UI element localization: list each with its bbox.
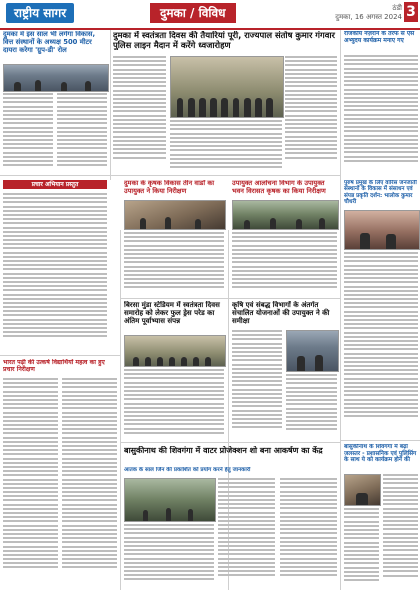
story-body-text <box>344 55 418 175</box>
story-photo <box>344 210 420 250</box>
story-body-text <box>124 369 224 439</box>
story-body-text <box>113 56 166 171</box>
paper-name: राष्ट्रीय सागर <box>6 3 74 23</box>
story-photo <box>344 474 381 506</box>
story-body-text <box>286 374 337 438</box>
story-photo <box>232 200 339 230</box>
story-body-text <box>285 56 337 171</box>
story-photo <box>124 200 226 230</box>
story-photo <box>124 335 226 367</box>
story-headline: उपायुक्त आलोचना विभाग के उपायुक्त भवन विरासत कृषक का किया निरीक्षण <box>232 180 326 195</box>
story-headline: कृषि एवं संबद्ध विभागों के अंतर्गत संचालित योजनाओं की उपायुक्त ने की समीक्षा <box>232 301 330 326</box>
story-body-text <box>3 193 107 353</box>
row-divider <box>340 440 420 441</box>
row-divider <box>0 175 340 176</box>
story-body-text <box>57 93 107 173</box>
story-headline: दुमका के कृषक विकास तीन वार्डों का उपायुक्त ने किया निरीक्षण <box>124 180 215 195</box>
story-body-text <box>124 524 214 588</box>
story-photo <box>286 330 339 372</box>
section-title: दुमका / विविध <box>150 3 236 23</box>
column-divider <box>120 230 121 590</box>
column-divider <box>340 30 341 590</box>
row-divider <box>120 298 340 299</box>
column-divider <box>110 30 111 180</box>
masthead-date-block <box>335 4 402 22</box>
story-body-text <box>280 478 337 588</box>
story-headline: पुरुष प्रमुख के लिए वारिस जनजाती संस्थानों के विकास में संसाधन एवं संपन्न प्रकृति दर्शन: भालोक कुमार चौधरी <box>344 180 417 206</box>
story-body-text <box>3 378 58 588</box>
lead-headline: दुमका में स्वतंत्रता दिवस की तैयारियां पूरी, राज्यपाल संतोष कुमार गंगवार पुलिस लाइन मैदान में करेंगे ध्वजारोहण <box>113 31 335 50</box>
story-body-text <box>124 232 224 296</box>
lead-photo <box>170 56 284 118</box>
story-headline: बिरसा मुंडा स्टेडियम में स्वतंत्रता दिवस समारोह को लेकर फुल ड्रेस परेड का अंतिम पूर्वाभ्यास संपन्न <box>124 301 220 326</box>
story-body-text <box>383 474 418 588</box>
row-divider <box>120 442 340 443</box>
story-body-text <box>344 252 418 436</box>
story-body-text <box>3 93 53 173</box>
masthead-day: ठंडी <box>392 4 402 12</box>
story-body-text <box>344 508 379 588</box>
story-headline: भारत पढ़ी की उत्कर्ष विद्यार्थियों महत्व का हुए प्रचार निरीक्षण <box>3 359 105 374</box>
story-headline: राजकीय नज़राने के तरफ से ऐसे अभ्युदय कार्यक्रम मनाए गए <box>344 31 415 44</box>
story-body-text <box>232 330 282 438</box>
story-subhead: आतंक के साल जिन की प्रकाशित को प्रयोग करने हेतु जानकारी <box>124 467 251 473</box>
masthead <box>0 0 420 30</box>
row-divider <box>0 355 120 356</box>
story-body-text <box>170 120 282 172</box>
story-photo <box>124 478 216 522</box>
story-body-text <box>62 378 117 588</box>
story-photo <box>3 64 109 92</box>
story-body-text <box>232 232 337 296</box>
story-headline: दुमका में इस साल भी लगेगा विकास, वित्त संस्थानों के अध्यक्ष 500 मीटर दायरा करेगा 'ग्रुप-डी' रोल <box>3 31 96 54</box>
story-body-text <box>218 478 275 588</box>
page-number: 3 <box>404 2 418 22</box>
section-tag: प्रचार अभियान प्रस्तुत <box>3 180 107 189</box>
story-headline: बासुकीनाथ की शिवगंगा में वाटर प्रोजेक्शन शो बना आकर्षण का केंद्र <box>124 446 323 455</box>
story-headline: बासुकीनाथ के शिवगंगा में बढ़ा जलस्तर - प्रशासनिक एवं पुलिसिंग के साथ ये को कार्यक्रम होने की <box>344 444 417 464</box>
masthead-date: दुमका, 16 अगस्त 2024 <box>335 13 402 21</box>
